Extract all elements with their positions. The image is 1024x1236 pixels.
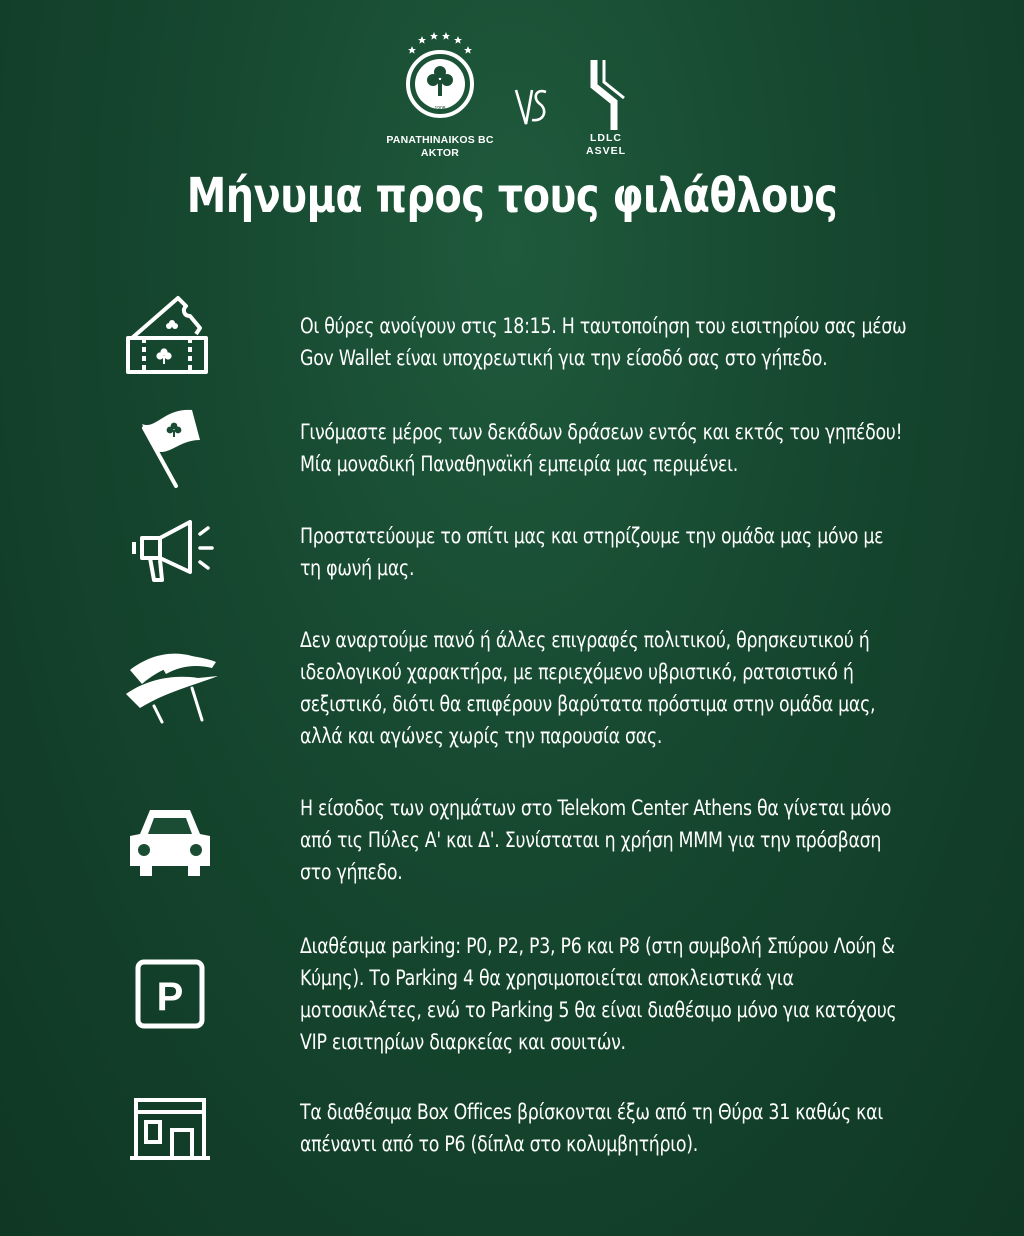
header-logos [0, 28, 1024, 159]
info-text-support: Προστατεύουμε το σπίτι μας και στηρίζουμε την ομάδα μας μόνο με τη φωνή μας. [300, 524, 884, 580]
asvel-logo [580, 56, 632, 136]
home-team-name [372, 134, 508, 160]
info-text-activities: Γινόμαστε μέρος των δεκάδων δράσεων εντός και εκτός του γηπέδου! Μία μοναδική Παναθηναϊκή εμπειρία μας περιμένει. [300, 420, 903, 476]
away-team-name [572, 132, 640, 158]
megaphone-icon [120, 508, 220, 598]
home-team-label: PANATHINAIKOS BC [386, 134, 494, 146]
info-text-box-office: Τα διαθέσιμα Box Offices βρίσκονται έξω από τη Θύρα 31 καθώς και απέναντι από το P6 (δίπλα στο κολυμβητήριο). [300, 1100, 883, 1156]
flag-icon [120, 400, 220, 490]
panathinaikos-logo [402, 28, 478, 128]
parking-glyph: P [156, 975, 184, 1019]
car-icon [120, 796, 220, 886]
away-team-line1: LDLC [590, 132, 622, 144]
parking-icon [120, 952, 220, 1042]
info-text-parking: Διαθέσιμα parking: P0, P2, P3, P6 και P8 (στη συμβολή Σπύρου Λούη & Κύμης). Το Parking 4 θα χρησιμοποιείται αποκλειστικά για μοτοσικλέτες, ενώ το Parking 5 θα είναι διαθέσιμο μόνο για κατόχους VIP εισιτηρίων διαρκείας και σουιτών. [300, 934, 897, 1054]
svg-text:1908: 1908 [434, 106, 446, 112]
banners-icon [120, 636, 220, 726]
info-text-banners: Δεν αναρτούμε πανό ή άλλες επιγραφές πολιτικού, θρησκευτικού ή ιδεολογικού χαρακτήρα, με περιεχόμενο υβριστικό, ρατσιστικό ή σεξιστικό, διότι θα επιφέρουν βαρύτατα πρόστιμα στην ομάδα μας, αλλά και αγώνες χωρίς την παρουσία σας. [300, 628, 876, 748]
info-text-doors: Οι θύρες ανοίγουν στις 18:15. Η ταυτοποίηση του εισιτηρίου σας μέσω Gov Wallet είναι υποχρεωτική για την είσοδό σας στο γήπεδο. [300, 314, 907, 370]
home-sponsor-label: AKTOR [420, 147, 460, 159]
vs-logo [512, 84, 552, 130]
box-office-icon [120, 1090, 220, 1180]
info-text-vehicles: Η είσοδος των οχημάτων στο Telekom Center Athens θα γίνεται μόνο από τις Πύλες Α' και Δ'. Συνίσταται η χρήση ΜΜΜ για την πρόσβαση στο γήπεδο. [300, 796, 892, 884]
page-title: Μήνυμα προς τους φιλάθλους [186, 168, 838, 224]
away-team-line2: ASVEL [585, 145, 626, 157]
ticket-icon [120, 290, 220, 380]
